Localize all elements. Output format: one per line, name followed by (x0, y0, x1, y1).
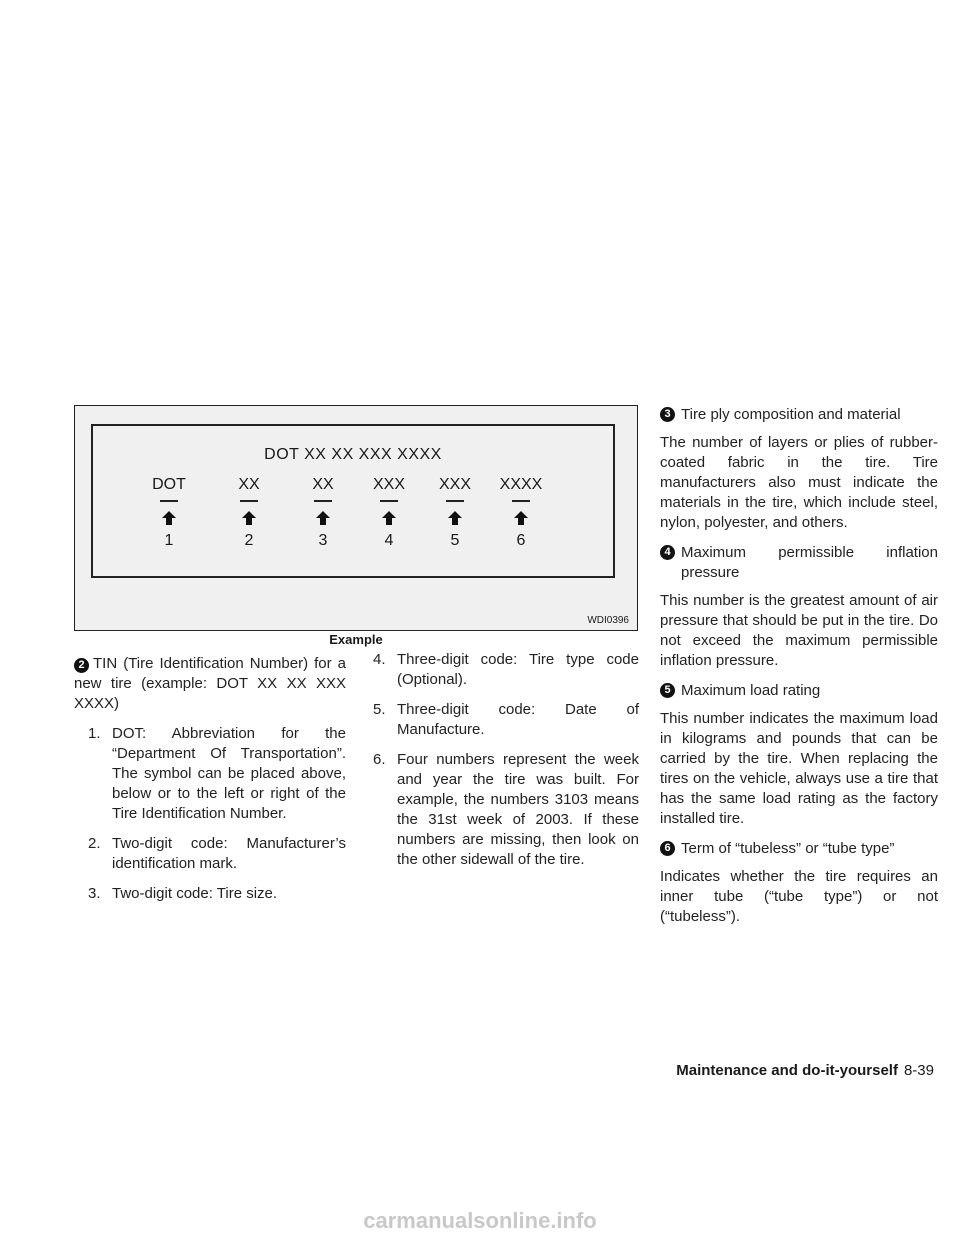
underline-dash (512, 500, 530, 502)
full-code-line: DOT XX XX XXX XXXX (264, 446, 442, 463)
code-part-2 (219, 476, 279, 550)
section-heading (660, 543, 938, 583)
section-body: Indicates whether the tire requires an inner tube (“tube type”) or not (“tubeless”). (660, 868, 938, 925)
underline-dash (314, 500, 332, 502)
list-number: 5. (373, 701, 386, 718)
code-part-6 (491, 476, 551, 550)
code-part-number: 3 (318, 532, 328, 549)
list-number: 2. (88, 835, 101, 852)
up-arrow-icon (447, 510, 463, 526)
up-arrow-icon (161, 510, 177, 526)
watermark-text: carmanualsonline.info (363, 1208, 597, 1233)
code-part-label: XXX (372, 476, 405, 493)
code-part-label: DOT (152, 476, 186, 493)
list-number: 4. (373, 651, 386, 668)
code-part-number: 2 (244, 532, 254, 549)
code-part-number: 1 (164, 532, 174, 549)
list-text: Three-digit code: Tire type code (Optional). (397, 651, 639, 688)
marker-4-icon: 4 (660, 545, 675, 560)
underline-dash (446, 500, 464, 502)
page-footer (676, 1062, 934, 1079)
underline-dash (380, 500, 398, 502)
marker-6-icon: 6 (660, 841, 675, 856)
section-heading-text: Maximum load rating (681, 682, 821, 699)
list-number: 3. (88, 885, 101, 902)
list-number: 6. (373, 751, 386, 768)
section-heading-text: Maximum permissible inflation pressure (681, 544, 938, 581)
code-part-number: 4 (384, 532, 394, 549)
code-part-number: 6 (516, 532, 526, 549)
list-text: Two-digit code: Tire size. (112, 885, 278, 902)
list-item (74, 834, 346, 874)
page-number: 8-39 (903, 1062, 934, 1079)
code-part-1 (139, 476, 199, 550)
left-column (74, 654, 346, 914)
section-heading (660, 681, 938, 701)
code-part-4 (359, 476, 419, 550)
list-number: 1. (88, 725, 101, 742)
code-part-label: XXX (438, 476, 471, 493)
code-part-label: XXXX (499, 476, 543, 493)
marker-5-icon: 5 (660, 683, 675, 698)
code-part-5 (425, 476, 485, 550)
underline-dash (160, 500, 178, 502)
section-heading-text: Term of “tubeless” or “tube type” (681, 840, 895, 857)
list-text: DOT: Abbreviation for the “Department Of Transportation”. The symbol can be placed above, below or to the left or right of the Tire Identification Number. (112, 725, 346, 822)
code-part-3 (293, 476, 353, 550)
tin-intro-text: TIN (Tire Identification Number) for a new tire (example: DOT XX XX XXX XXXX) (74, 655, 346, 712)
section-body: This number is the greatest amount of air pressure that should be put in the tire. Do not exceed the maximum permissible inflation pressure. (660, 592, 938, 669)
list-item (367, 650, 639, 690)
list-item (74, 884, 346, 904)
section-heading-text: Tire ply composition and material (681, 406, 901, 423)
list-item (367, 750, 639, 870)
underline-dash (240, 500, 258, 502)
list-text: Two-digit code: Manufacturer’s identification mark. (112, 835, 346, 872)
section-heading (660, 405, 938, 425)
tin-intro (74, 654, 346, 714)
right-column (660, 405, 938, 937)
code-part-label: XX (312, 476, 334, 493)
up-arrow-icon (315, 510, 331, 526)
middle-column (367, 650, 639, 880)
list-text: Four numbers represent the week and year the tire was built. For example, the numbers 3103 means the 31st week of 2003. If these numbers are missing, then look on the other sidewall of the tire. (397, 751, 639, 868)
section-body: The number of layers or plies of rubber-coated fabric in the tire. Tire manufacturers also must indicate the materials in the tire, which include steel, nylon, polyester, and others. (660, 434, 938, 531)
figure-code: WDI0396 (587, 615, 629, 626)
footer-section-title: Maintenance and do-it-yourself (676, 1062, 898, 1079)
section-body: This number indicates the maximum load in kilograms and pounds that can be carried by the tire. When replacing the tires on the vehicle, always use a tire that has the same load rating as the factory installed tire. (660, 710, 938, 827)
section-heading (660, 839, 938, 859)
up-arrow-icon (381, 510, 397, 526)
up-arrow-icon (513, 510, 529, 526)
tire-code-figure (74, 405, 638, 631)
figure-caption: Example (329, 632, 383, 647)
code-part-number: 5 (450, 532, 460, 549)
list-text: Three-digit code: Date of Manufacture. (397, 701, 639, 738)
code-part-label: XX (238, 476, 260, 493)
tire-code-diagram (91, 424, 615, 578)
list-item (74, 724, 346, 824)
marker-2-icon: 2 (74, 658, 89, 673)
up-arrow-icon (241, 510, 257, 526)
list-item (367, 700, 639, 740)
marker-3-icon: 3 (660, 407, 675, 422)
